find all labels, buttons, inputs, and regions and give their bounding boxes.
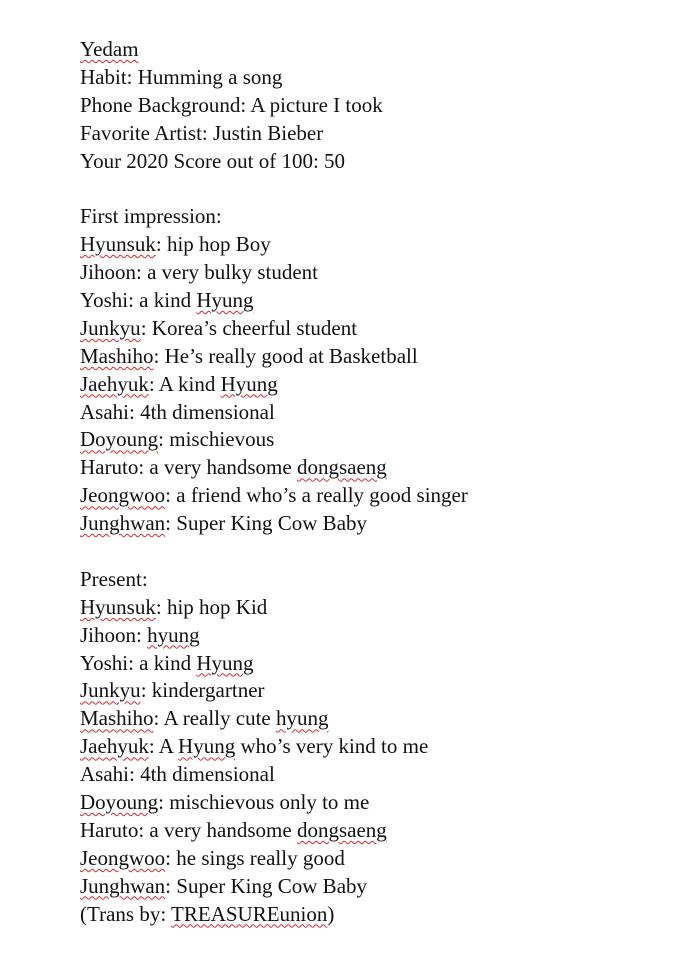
member-description: a kind <box>139 288 192 313</box>
first-impression-heading: First impression: <box>80 204 222 229</box>
document-body <box>80 36 670 929</box>
translation-credit <box>80 901 670 929</box>
member-description: A <box>158 734 173 759</box>
habit-line <box>80 64 670 92</box>
list-item: Jeongwoo: he sings really good <box>80 845 345 870</box>
list-item: Jihoon: hyung <box>80 622 200 647</box>
member-description: 4th dimensional <box>140 399 275 424</box>
member-name: Jihoon <box>80 260 137 285</box>
favorite-artist-line <box>80 120 670 148</box>
blank-line <box>80 538 670 566</box>
score-line <box>80 148 670 176</box>
member-description: kindergartner <box>151 678 265 703</box>
member-name: Junghwan <box>80 511 166 536</box>
member-name: Doyoung <box>80 790 159 815</box>
list-item: Doyoung: mischievous <box>80 427 275 452</box>
phone-background-label: Phone Background: <box>80 92 247 117</box>
member-description: a very handsome <box>149 455 292 480</box>
credit-prefix: (Trans by: <box>80 901 167 926</box>
member-description: mischievous only to me <box>169 790 370 815</box>
list-item: Junkyu: kindergartner <box>80 678 265 703</box>
member-description: A kind <box>158 371 216 396</box>
list-item: Jaehyuk: A Hyung who’s very kind to me <box>80 734 429 759</box>
phone-background-value: A picture I took <box>250 92 383 117</box>
member-name: Asahi <box>80 762 129 787</box>
member-description-word: hyung <box>147 622 200 647</box>
member-description: a very bulky student <box>147 260 318 285</box>
member-name: Hyunsuk <box>80 232 156 257</box>
member-description-word: dongsaeng <box>296 455 387 480</box>
member-name: Yedam <box>80 37 139 61</box>
member-description-word: Hyung <box>220 371 278 396</box>
habit-value: Humming a song <box>137 64 283 89</box>
score-label: Your 2020 Score out of 100: <box>80 148 319 173</box>
member-description-rest: who’s very kind to me <box>240 734 429 759</box>
member-name: Doyoung <box>80 427 159 452</box>
list-item: Mashiho: He’s really good at Basketball <box>80 343 418 368</box>
member-description: hip hop Boy <box>166 232 271 257</box>
member-name: Asahi <box>80 399 129 424</box>
member-description-word: Hyung <box>196 650 254 675</box>
favorite-artist-label: Favorite Artist: <box>80 120 208 145</box>
list-item: Junkyu: Korea’s cheerful student <box>80 315 358 340</box>
list-item: Asahi: 4th dimensional <box>80 762 275 787</box>
blank-line <box>80 175 670 203</box>
member-description-word: dongsaeng <box>296 817 387 842</box>
member-name: Haruto <box>80 455 139 480</box>
member-description: 4th dimensional <box>140 762 275 787</box>
member-name: Hyunsuk <box>80 594 156 619</box>
list-item: Yoshi: a kind Hyung <box>80 650 254 675</box>
member-description: a friend who’s a really good singer <box>176 483 468 508</box>
member-name: Yoshi <box>80 288 129 313</box>
member-name: Jaehyuk <box>80 734 149 759</box>
member-name: Haruto <box>80 817 139 842</box>
member-description: a kind <box>139 650 192 675</box>
member-description: hip hop Kid <box>166 594 268 619</box>
member-name: Junkyu <box>80 678 141 703</box>
list-item: Jaehyuk: A kind Hyung <box>80 371 278 396</box>
credit-name: TREASUREunion <box>171 901 328 926</box>
list-item: Mashiho: A really cute hyung <box>80 706 329 731</box>
list-item: Hyunsuk: hip hop Kid <box>80 594 268 619</box>
member-description: a very handsome <box>149 817 292 842</box>
member-name: Jeongwoo <box>80 845 166 870</box>
member-description-word: Hyung <box>178 734 236 759</box>
member-name: Jihoon <box>80 622 137 647</box>
list-item: Haruto: a very handsome dongsaeng <box>80 817 387 842</box>
member-description: mischievous <box>169 427 275 452</box>
member-description: Super King Cow Baby <box>176 873 368 898</box>
member-name: Junghwan <box>80 873 166 898</box>
member-description-word: hyung <box>275 706 329 731</box>
list-item: Jihoon: a very bulky student <box>80 260 318 285</box>
list-item: Haruto: a very handsome dongsaeng <box>80 455 387 480</box>
member-description-word: Hyung <box>196 288 254 313</box>
member-description: He’s really good at Basketball <box>164 343 418 368</box>
member-name-line <box>80 36 670 64</box>
member-description: Super King Cow Baby <box>176 511 368 536</box>
member-name: Junkyu <box>80 315 141 340</box>
list-item: Junghwan: Super King Cow Baby <box>80 873 368 898</box>
list-item: Doyoung: mischievous only to me <box>80 790 370 815</box>
habit-label: Habit: <box>80 64 133 89</box>
list-item: Yoshi: a kind Hyung <box>80 288 254 313</box>
credit-suffix: ) <box>327 901 335 926</box>
list-item: Junghwan: Super King Cow Baby <box>80 511 368 536</box>
member-name: Yoshi <box>80 650 129 675</box>
score-value: 50 <box>324 148 346 173</box>
member-name: Mashiho <box>80 343 154 368</box>
member-name: Jaehyuk <box>80 371 149 396</box>
member-description: he sings really good <box>176 845 345 870</box>
member-description: A really cute <box>163 706 271 731</box>
favorite-artist-value: Justin Bieber <box>213 120 324 145</box>
phone-background-line <box>80 92 670 120</box>
list-item: Asahi: 4th dimensional <box>80 399 275 424</box>
present-heading: Present: <box>80 566 148 591</box>
member-description: Korea’s cheerful student <box>151 315 358 340</box>
member-name: Jeongwoo <box>80 483 166 508</box>
list-item: Jeongwoo: a friend who’s a really good singer <box>80 483 468 508</box>
list-item: Hyunsuk: hip hop Boy <box>80 232 271 257</box>
member-name: Mashiho <box>80 706 154 731</box>
